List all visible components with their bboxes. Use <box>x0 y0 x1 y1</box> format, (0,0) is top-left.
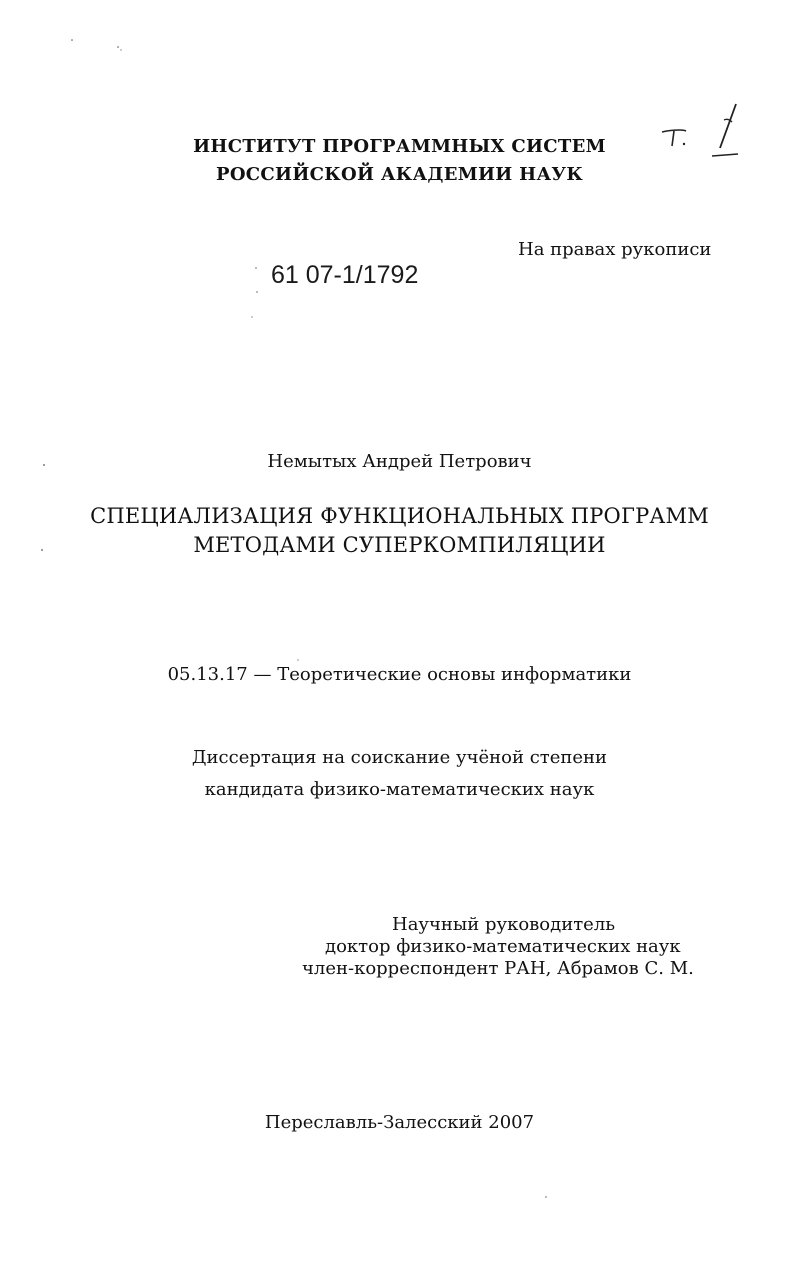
supervisor-name: член-корреспондент РАН, Абрамов С. М. <box>302 958 694 979</box>
handwritten-mark <box>656 100 746 170</box>
supervisor-label: Научный руководитель <box>392 914 616 935</box>
institute-name-line1: ИНСТИТУТ ПРОГРАММНЫХ СИСТЕМ <box>193 136 606 157</box>
dissertation-title-line2: МЕТОДАМИ СУПЕРКОМПИЛЯЦИИ <box>193 533 606 557</box>
specialty-code: 05.13.17 — Теоретические основы информатики <box>167 664 632 685</box>
manuscript-rights-label: На правах рукописи <box>518 239 712 260</box>
author-name: Немытых Андрей Петрович <box>267 451 532 472</box>
degree-line2: кандидата физико-математических наук <box>204 779 595 800</box>
institute-name-line2: РОССИЙСКОЙ АКАДЕМИИ НАУК <box>215 164 583 185</box>
library-stamp-number: 61 07-1/1792 <box>271 261 419 289</box>
supervisor-degree: доктор физико-математических наук <box>325 936 681 957</box>
dissertation-title-line1: СПЕЦИАЛИЗАЦИЯ ФУНКЦИОНАЛЬНЫХ ПРОГРАММ <box>90 504 709 528</box>
degree-line1: Диссертация на соискание учёной степени <box>191 747 608 768</box>
place-and-year: Переславль-Залесский 2007 <box>264 1112 535 1133</box>
